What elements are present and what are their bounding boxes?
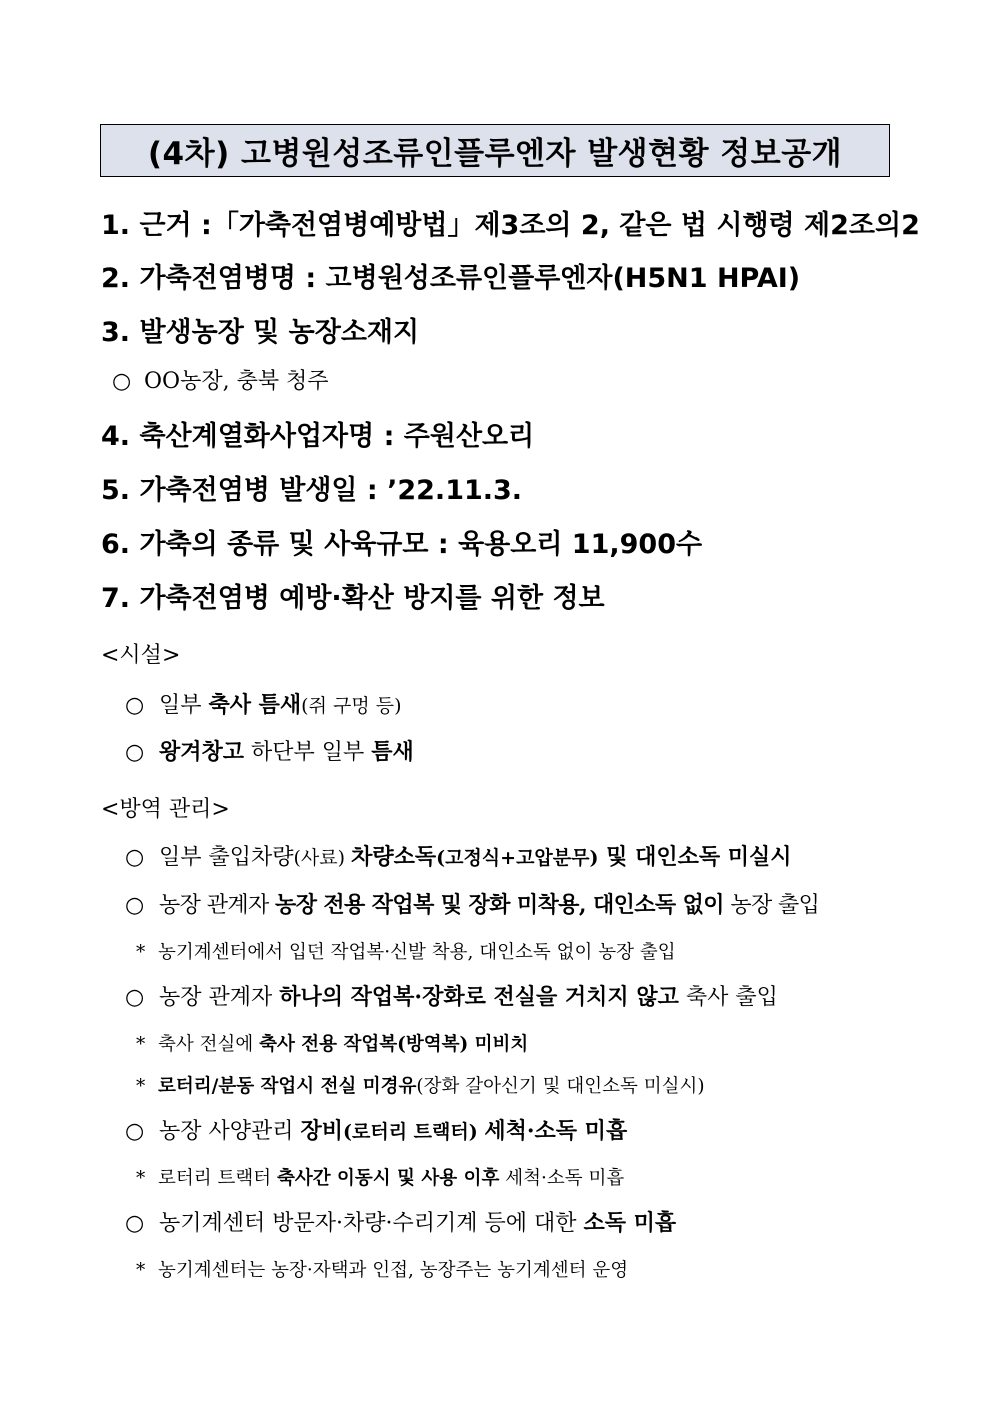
section-6 [101, 522, 702, 561]
farm-location-text: OO농장, 충북 청주 [144, 369, 329, 394]
section-number: 3. [101, 317, 131, 348]
section-number: 5. [101, 475, 131, 506]
facility-item-2 [125, 735, 414, 766]
bullet-mark: ○ [125, 693, 145, 718]
biosecurity-note-2 [136, 938, 676, 964]
section-1 [101, 203, 920, 242]
bullet-mark: ○ [125, 740, 145, 765]
item-bold-text: 장비 [300, 1118, 344, 1144]
item-text: 농장 관계자 [159, 985, 280, 1010]
item-note-text: (사료) [293, 847, 352, 869]
section-2 [101, 256, 800, 295]
facilities-header: <시설> [101, 643, 181, 668]
note-bold-text: 축사간 이동시 및 사용 이후 [277, 1168, 500, 1189]
section-text: 근거 :「가축전염병예방법」제3조의 2, 같은 법 시행령 제2조의2 [139, 210, 920, 241]
item-bold-text: 차량소독 [351, 844, 437, 870]
section-4 [101, 414, 534, 453]
biosecurity-note-3b [136, 1072, 705, 1098]
note-text: 농기계센터는 농장·자택과 인접, 농장주는 농기계센터 운영 [158, 1260, 629, 1281]
note-mark: * [136, 1076, 146, 1097]
title-box [100, 124, 890, 177]
note-text: 세척·소독 미흡 [499, 1168, 625, 1189]
note-bold-text: 로터리/분동 작업시 전실 미경유 [158, 1076, 417, 1097]
biosecurity-note-4 [136, 1164, 624, 1190]
section-7 [101, 576, 605, 615]
bullet-mark: ○ [125, 1119, 145, 1144]
note-mark: * [136, 942, 146, 963]
note-mark: * [136, 1168, 146, 1189]
biosecurity-item-1 [125, 840, 792, 871]
section-text: 축산계열화사업자명 : 주원산오리 [139, 421, 535, 452]
facility-item-1 [125, 688, 402, 719]
page-title: (4차) 고병원성조류인플루엔자 발생현황 정보공개 [147, 136, 843, 172]
section-text: 발생농장 및 농장소재지 [139, 317, 420, 348]
section-text: 가축전염병 발생일 : ’22.11.3. [139, 475, 523, 506]
bullet-mark: ○ [125, 845, 145, 870]
bullet-mark: ○ [125, 985, 145, 1010]
item-bold-text: 하나의 작업복·장화로 전실을 거치지 않고 [279, 984, 679, 1010]
note-text: (장화 갈아신기 및 대인소독 미실시) [416, 1076, 705, 1097]
section-text: 가축의 종류 및 사육규모 : 육용오리 11,900수 [139, 529, 703, 560]
bullet-mark: ○ [125, 893, 144, 918]
biosecurity-item-2 [125, 888, 819, 919]
note-mark: * [136, 1034, 146, 1055]
biosecurity-header: <방역 관리> [101, 797, 230, 822]
item-text: 농장 사양관리 [159, 1119, 301, 1144]
item-bold-text: 틈새 [371, 739, 414, 765]
biosecurity-item-4 [125, 1114, 627, 1145]
section-number: 4. [101, 421, 131, 452]
item-note-text: (고정식+고압분무) [436, 847, 599, 869]
item-text: 일부 [159, 693, 209, 718]
farm-location [112, 364, 329, 395]
biosecurity-item-5 [125, 1206, 676, 1237]
item-text: 일부 출입차량 [159, 845, 294, 870]
item-bold-text: 세척·소독 미흡 [484, 1118, 628, 1144]
section-number: 7. [101, 583, 131, 614]
section-text: 가축전염병 예방·확산 방지를 위한 정보 [139, 583, 605, 614]
note-bold-text: 축사 전용 작업복(방역복) 미비치 [259, 1034, 529, 1055]
section-text: 가축전염병명 : 고병원성조류인플루엔자(H5N1 HPAI) [139, 263, 801, 294]
biosecurity-note-5 [136, 1256, 628, 1282]
section-3 [101, 310, 419, 349]
biosecurity-note-3a [136, 1030, 528, 1056]
item-text: 농장 관계자 [159, 893, 276, 918]
note-text: 로터리 트랙터 [158, 1168, 277, 1189]
item-text: 농기계센터 방문자·차량·수리기계 등에 대한 [159, 1211, 584, 1236]
biosecurity-item-3 [125, 980, 778, 1011]
item-text: 축사 출입 [678, 985, 778, 1010]
note-text: 축사 전실에 [158, 1034, 260, 1055]
item-bold-text: 축사 틈새 [208, 692, 302, 718]
section-number: 2. [101, 263, 131, 294]
note-mark: * [136, 1260, 146, 1281]
item-note-text: (쥐 구멍 등) [301, 695, 402, 717]
item-bold-text: 및 대인소독 미실시 [598, 844, 792, 870]
item-bold-text: 농장 전용 작업복 및 장화 미착용, 대인소독 없이 [275, 892, 724, 918]
section-5 [101, 468, 522, 507]
section-number: 6. [101, 529, 131, 560]
item-text: 하단부 일부 [244, 740, 372, 765]
item-text: 농장 출입 [723, 893, 820, 918]
section-number: 1. [101, 210, 131, 241]
bullet-mark: ○ [112, 369, 132, 394]
item-bold-text: 소독 미흡 [583, 1210, 677, 1236]
item-bold-text: 왕겨창고 [159, 739, 245, 765]
bullet-mark: ○ [125, 1211, 145, 1236]
item-note-text: (로터리 트랙터) [343, 1121, 485, 1143]
note-text: 농기계센터에서 입던 작업복·신발 착용, 대인소독 없이 농장 출입 [158, 942, 676, 963]
